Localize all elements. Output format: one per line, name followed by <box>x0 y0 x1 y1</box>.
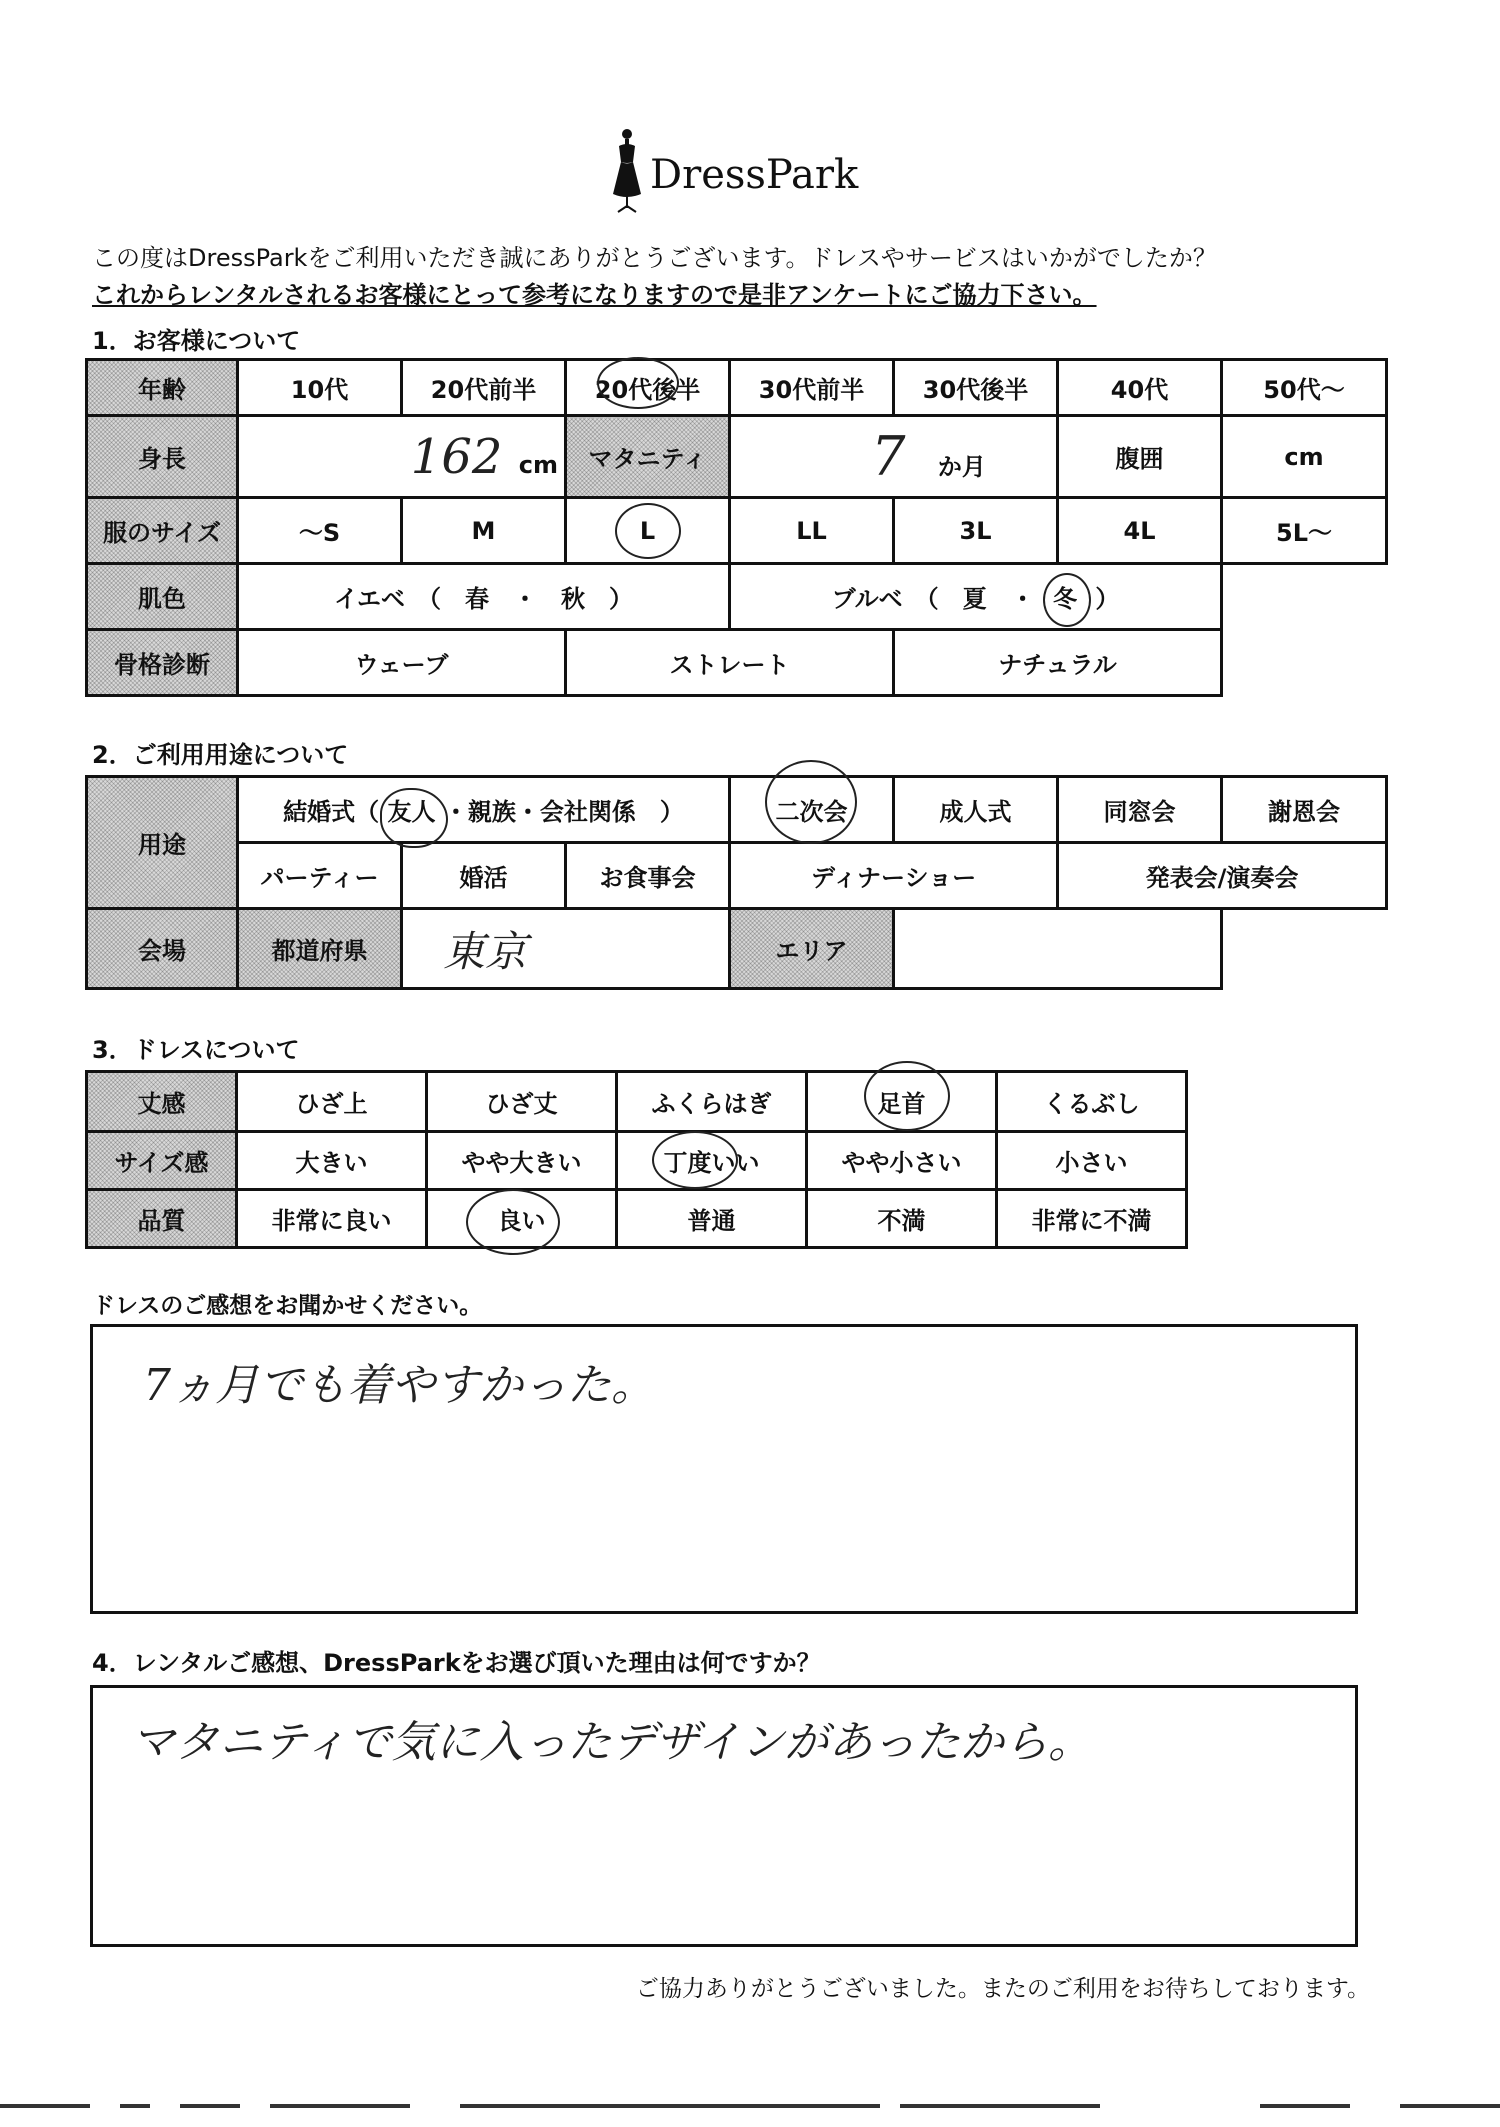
venue-label: 会場 <box>87 909 238 989</box>
impression-text: 7ヵ月でも着やすかった。 <box>143 1360 655 1411</box>
height-field[interactable] <box>238 416 566 498</box>
purpose-option[interactable]: 発表会/演奏会 <box>1058 843 1387 909</box>
dress-table <box>85 1070 1188 1249</box>
size-option[interactable]: LL <box>730 498 894 564</box>
quality-option-selected[interactable] <box>427 1190 617 1248</box>
fit-option[interactable]: やや小さい <box>807 1132 997 1190</box>
size-option[interactable]: 4L <box>1058 498 1222 564</box>
purpose-row-1 <box>87 777 1387 843</box>
height-value: 162 <box>410 428 503 485</box>
fit-label: サイズ感 <box>87 1132 237 1190</box>
length-option[interactable]: ひざ丈 <box>427 1072 617 1132</box>
area-label: エリア <box>730 909 894 989</box>
skin-row <box>87 564 1387 630</box>
length-row <box>87 1072 1187 1132</box>
quality-option[interactable]: 普通 <box>617 1190 807 1248</box>
dresspark-logo <box>610 128 859 218</box>
impression-textarea[interactable] <box>90 1324 1358 1614</box>
wedding-prefix: 結婚式（ <box>283 798 380 826</box>
wedding-friend-label: 友人 <box>387 798 436 826</box>
dress-mannequin-icon <box>610 128 644 216</box>
size-option[interactable]: M <box>402 498 566 564</box>
age-option[interactable]: 10代 <box>238 360 402 416</box>
maternity-label: マタニティ <box>566 416 730 498</box>
age-option[interactable]: 20代前半 <box>402 360 566 416</box>
age-option-selected[interactable] <box>566 360 730 416</box>
purpose-option[interactable]: ディナーショー <box>730 843 1058 909</box>
maternity-value: 7 <box>871 425 906 488</box>
size-option[interactable]: ～S <box>238 498 402 564</box>
quality-option-label: 良い <box>497 1207 546 1235</box>
wedding-suffix: ・親族・会社関係 ） <box>443 798 684 826</box>
scan-edge <box>0 2104 1500 2110</box>
skin-blue-winter <box>1053 585 1085 613</box>
age-label: 年齢 <box>87 360 238 416</box>
length-option[interactable]: ふくらはぎ <box>617 1072 807 1132</box>
skin-blue-prefix: ブルベ （ 夏 ・ <box>831 585 1035 613</box>
quality-row <box>87 1190 1187 1248</box>
reason-text: マタニティで気に入ったデザインがあったから。 <box>131 1717 1092 1768</box>
age-row <box>87 360 1387 416</box>
waist-unit: cm <box>1284 442 1324 471</box>
skin-blue-option[interactable] <box>730 564 1222 630</box>
fit-option[interactable]: 大きい <box>237 1132 427 1190</box>
maternity-unit: か月 <box>937 453 986 481</box>
size-option-label: L <box>639 516 656 545</box>
area-field[interactable] <box>894 909 1222 989</box>
length-option-label: 足首 <box>877 1090 926 1118</box>
age-option[interactable]: 40代 <box>1058 360 1222 416</box>
purpose-option-selected[interactable] <box>730 777 894 843</box>
purpose-option-label: 二次会 <box>775 798 848 826</box>
section-3-title: 3．ドレスについて <box>92 1036 300 1064</box>
age-option[interactable]: 30代前半 <box>730 360 894 416</box>
age-option[interactable]: 30代後半 <box>894 360 1058 416</box>
quality-option[interactable]: 不満 <box>807 1190 997 1248</box>
intro-line-2: これからレンタルされるお客様にとって参考になりますので是非アンケートにご協力下さい。 <box>92 281 1097 309</box>
length-option-selected[interactable] <box>807 1072 997 1132</box>
venue-row <box>87 909 1387 989</box>
fit-option-selected[interactable] <box>617 1132 807 1190</box>
size-label: 服のサイズ <box>87 498 238 564</box>
purpose-option[interactable]: 謝恩会 <box>1222 777 1387 843</box>
skeleton-row <box>87 630 1387 696</box>
quality-option[interactable]: 非常に不満 <box>997 1190 1187 1248</box>
fit-option[interactable]: やや大きい <box>427 1132 617 1190</box>
purpose-option[interactable]: 同窓会 <box>1058 777 1222 843</box>
size-option[interactable]: 3L <box>894 498 1058 564</box>
customer-info-table <box>85 358 1388 697</box>
size-option-selected[interactable] <box>566 498 730 564</box>
skin-blue-winter-label: 冬 <box>1053 585 1078 613</box>
age-option-label: 20代後半 <box>594 376 701 404</box>
purpose-row-2 <box>87 843 1387 909</box>
purpose-option[interactable]: お食事会 <box>566 843 730 909</box>
skeleton-option[interactable]: ストレート <box>566 630 894 696</box>
size-row <box>87 498 1387 564</box>
purpose-label: 用途 <box>87 777 238 909</box>
quality-option[interactable]: 非常に良い <box>237 1190 427 1248</box>
footer-thanks: ご協力ありがとうございました。またのご利用をお待ちしております。 <box>635 1976 1370 2002</box>
purpose-option[interactable]: パーティー <box>238 843 402 909</box>
section-4-title: 4．レンタルご感想、DressParkをお選び頂いた理由は何ですか？ <box>92 1649 821 1677</box>
purpose-table <box>85 775 1388 990</box>
intro-line-1: この度はDressParkをご利用いただき誠にありがとうございます。ドレスやサービスはいかがでしたか？ <box>92 244 1217 272</box>
section-2-title: 2．ご利用用途について <box>92 741 349 769</box>
impression-prompt: ドレスのご感想をお聞かせください。 <box>92 1293 483 1319</box>
fit-option-label: 丁度いい <box>663 1149 760 1177</box>
length-option[interactable]: ひざ上 <box>237 1072 427 1132</box>
skin-yellow-option[interactable]: イエベ （ 春 ・ 秋 ） <box>238 564 730 630</box>
skin-blue-suffix: ） <box>1095 585 1120 613</box>
waist-field[interactable] <box>1222 416 1387 498</box>
quality-label: 品質 <box>87 1190 237 1248</box>
wedding-friend <box>388 798 444 826</box>
length-label: 丈感 <box>87 1072 237 1132</box>
height-row <box>87 416 1387 498</box>
prefecture-label: 都道府県 <box>238 909 402 989</box>
section-1-title: 1．お客様について <box>92 327 301 355</box>
fit-option[interactable]: 小さい <box>997 1132 1187 1190</box>
fit-row <box>87 1132 1187 1190</box>
purpose-option[interactable]: 婚活 <box>402 843 566 909</box>
reason-textarea[interactable] <box>90 1685 1358 1947</box>
age-option[interactable]: 50代～ <box>1222 360 1387 416</box>
skeleton-label: 骨格診断 <box>87 630 238 696</box>
purpose-option[interactable]: 成人式 <box>894 777 1058 843</box>
prefecture-value: 東京 <box>443 926 528 976</box>
skeleton-option[interactable]: ウェーブ <box>238 630 566 696</box>
wedding-option[interactable] <box>238 777 730 843</box>
prefecture-field[interactable] <box>402 909 730 989</box>
maternity-field[interactable] <box>730 416 1058 498</box>
size-option[interactable]: 5L～ <box>1222 498 1387 564</box>
height-unit: cm <box>518 450 558 479</box>
waist-label: 腹囲 <box>1058 416 1222 498</box>
skeleton-option[interactable]: ナチュラル <box>894 630 1222 696</box>
skin-label: 肌色 <box>87 564 238 630</box>
length-option[interactable]: くるぶし <box>997 1072 1187 1132</box>
brand-name: DressPark <box>650 152 859 198</box>
height-label: 身長 <box>87 416 238 498</box>
